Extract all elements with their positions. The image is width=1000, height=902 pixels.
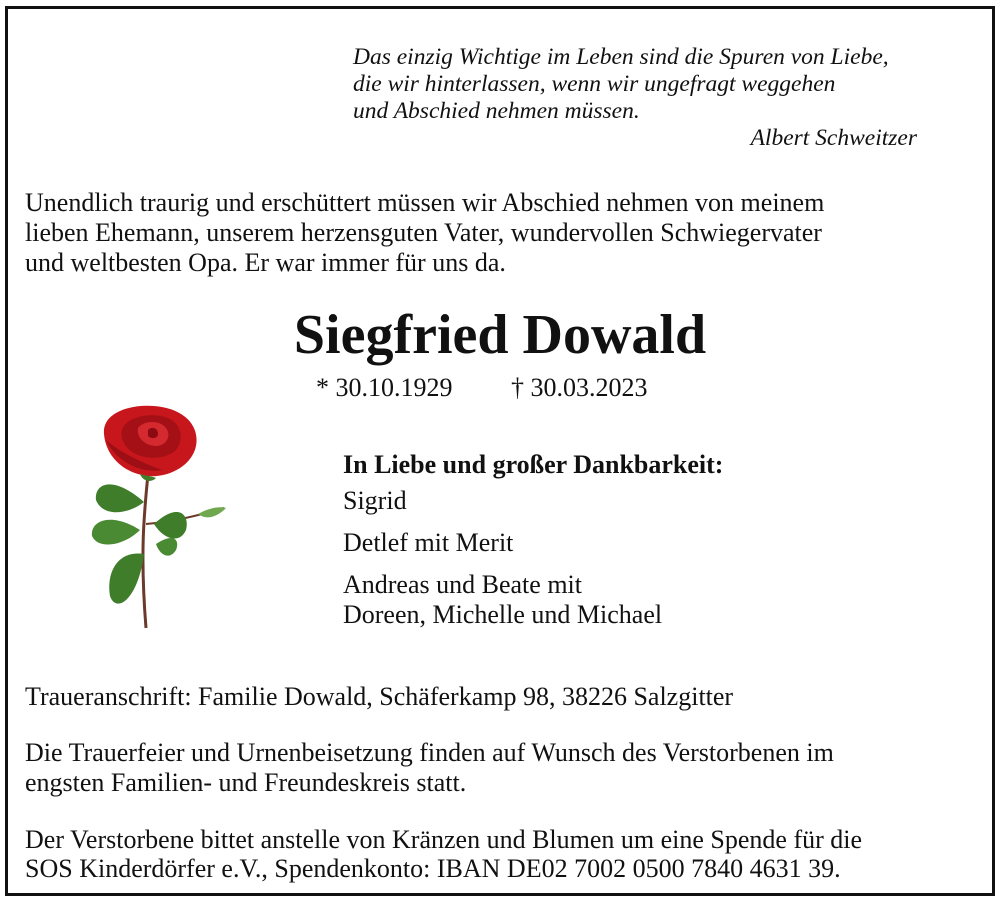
quote-block — [353, 44, 973, 152]
intro-line: Unendlich traurig und erschüttert müssen wir Abschied nehmen von meinem — [25, 188, 825, 217]
ceremony-notice — [25, 738, 975, 798]
rose-flower-icon — [82, 404, 232, 634]
birth-date: * 30.10.1929 — [316, 373, 453, 402]
quote-line: Das einzig Wichtige im Leben sind die Spuren von Liebe, — [353, 44, 889, 70]
deceased-name: Siegfried Dowald — [293, 304, 707, 366]
intro-text — [25, 188, 975, 278]
quote-author: Albert Schweitzer — [750, 125, 917, 151]
mourner-name: Sigrid — [343, 486, 407, 515]
quote-line: und Abschied nehmen müssen. — [353, 98, 640, 124]
intro-line: und weltbesten Opa. Er war immer für uns da. — [25, 248, 506, 277]
mourners-block — [343, 450, 723, 642]
donation-notice — [25, 825, 975, 883]
mourner-group — [343, 528, 723, 558]
intro-line: lieben Ehemann, unserem herzensguten Vater, wundervollen Schwiegervater — [25, 218, 822, 247]
ceremony-line: Die Trauerfeier und Urnenbeisetzung finden auf Wunsch des Verstorbenen im — [25, 738, 834, 767]
mourners-heading: In Liebe und großer Dankbarkeit: — [343, 450, 724, 479]
mourning-address: Traueranschrift: Familie Dowald, Schäferkamp 98, 38226 Salzgitter — [25, 682, 734, 711]
mourner-name: Andreas und Beate mit — [343, 570, 582, 599]
life-dates — [316, 372, 648, 404]
mourner-name: Doreen, Michelle und Michael — [343, 600, 663, 629]
donation-line: SOS Kinderdörfer e.V., Spendenkonto: IBAN DE02 7002 0500 7840 4631 39. — [25, 854, 841, 883]
mourner-name: Detlef mit Merit — [343, 528, 514, 557]
mourner-group — [343, 486, 723, 516]
mourner-group — [343, 570, 723, 630]
donation-line: Der Verstorbene bittet anstelle von Kränzen und Blumen um eine Spende für die — [25, 825, 863, 854]
quote-line: die wir hinterlassen, wenn wir ungefragt weggehen — [353, 71, 836, 97]
ceremony-line: engsten Familien- und Freundeskreis statt. — [25, 768, 467, 797]
death-date: † 30.03.2023 — [511, 373, 648, 402]
